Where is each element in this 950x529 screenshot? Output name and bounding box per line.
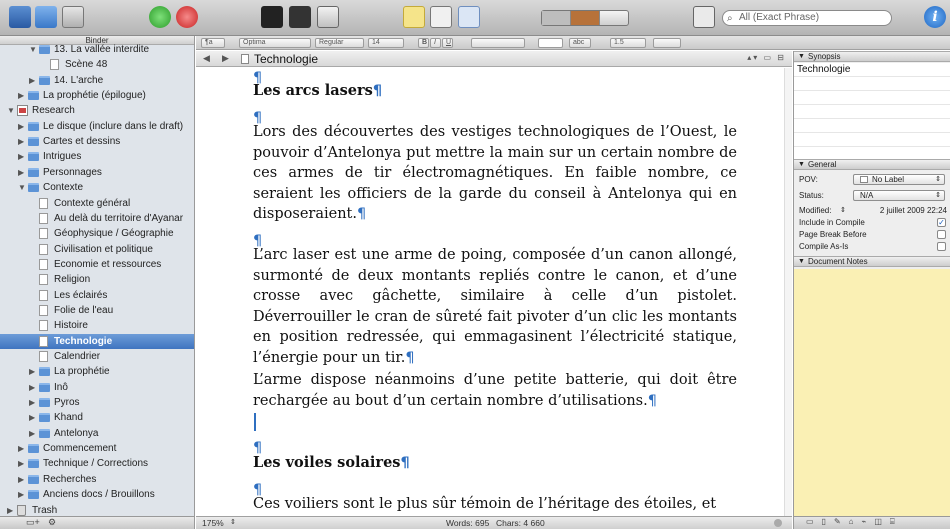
binder-list <box>0 42 194 516</box>
header-nav-icons[interactable]: ▴▾ ▭ ⊟ <box>747 53 786 62</box>
word-count: Words: 695 <box>446 518 490 528</box>
view-mode-corkboard[interactable] <box>571 11 600 25</box>
page-break-checkbox[interactable] <box>937 230 946 239</box>
binder-item-label: Au delà du territoire d'Ayanar <box>54 212 184 224</box>
binder-item[interactable] <box>0 57 194 72</box>
paragraph-3: L’arme dispose néanmoins d’une petite batterie, qui doit être rechargée au bout d’un certain nombre d’utilisations.¶ <box>253 372 737 409</box>
binder-item-label: Anciens docs / Brouillons <box>43 489 155 501</box>
add-icon[interactable] <box>149 6 171 28</box>
doc-icon <box>39 351 48 362</box>
inspector-tab-icons[interactable]: ▭▯✎⌂⌁◫⌸ <box>806 517 903 526</box>
binder-item-label: Economie et ressources <box>54 258 162 270</box>
text-cursor <box>254 413 256 431</box>
binder-item-label: 14. L'arche <box>54 74 104 86</box>
font-size-popup[interactable]: 14 <box>368 38 404 48</box>
binder-item-label: Personnages <box>43 166 102 178</box>
document-notes-textarea[interactable] <box>794 269 950 517</box>
status-popup[interactable]: N/A ⇕ <box>853 190 945 201</box>
paragraph-1: Lors des découvertes des vestiges technologiques de l’Ouest, le pouvoir d’Antelonya put mettre la main sur un certain nombre de ces armes de tir électromagnétiques. En faible nombre, ce seraient les officiers de la garde du conseil à Antelonya qui en disposeraient.¶ <box>253 124 737 223</box>
doc-icon <box>50 59 59 70</box>
forward-arrow-icon[interactable]: ▶ <box>222 53 229 63</box>
disclosure-closed-icon[interactable]: ▶ <box>18 91 25 101</box>
binder-item-label: Religion <box>54 274 91 286</box>
disclosure-triangle-icon[interactable]: ▼ <box>798 258 805 265</box>
binder-item-label: Recherches <box>43 473 97 485</box>
status-row: Status: N/A ⇕ <box>794 190 950 202</box>
binder-item[interactable] <box>0 441 194 456</box>
binder-item[interactable] <box>0 119 194 134</box>
binder-item[interactable] <box>0 318 194 333</box>
binder-item-label: La prophétie <box>54 366 110 378</box>
add-folder-icon[interactable]: ▭+ <box>26 517 40 527</box>
search-placeholder: All (Exact Phrase) <box>739 12 820 23</box>
synopsis-textarea[interactable] <box>794 63 950 159</box>
folder-icon <box>28 91 39 100</box>
binder-item[interactable] <box>0 257 194 272</box>
binder-item-label: Antelonya <box>54 427 99 439</box>
disclosure-closed-icon[interactable]: ▶ <box>18 474 25 484</box>
binder-item[interactable] <box>0 88 194 103</box>
folder-icon <box>39 413 50 422</box>
binder-item-label: Technique / Corrections <box>43 458 149 470</box>
search-icon: ⌕ <box>727 13 733 24</box>
binder-item-label: Contexte <box>43 182 84 194</box>
inspector-panel <box>793 51 950 529</box>
search-input[interactable] <box>722 10 892 26</box>
disclosure-closed-icon[interactable]: ▶ <box>18 459 25 469</box>
document-icon <box>241 54 249 64</box>
font-style-popup[interactable]: Regular <box>315 38 364 48</box>
disclosure-triangle-icon[interactable]: ▼ <box>798 161 805 168</box>
disclosure-closed-icon[interactable]: ▶ <box>29 382 36 392</box>
compile-as-is-checkbox[interactable] <box>937 242 946 251</box>
doc-icon <box>39 274 48 285</box>
binder-item[interactable] <box>0 395 194 410</box>
pov-row: POV: No Label ⇕ <box>794 174 950 186</box>
disclosure-closed-icon[interactable]: ▶ <box>18 137 25 147</box>
binder-item-label: La prophétie (épilogue) <box>43 90 146 102</box>
folder-icon <box>28 459 39 468</box>
include-compile-row: Include in Compile ✓ <box>799 218 945 227</box>
binder-item-label: Pyros <box>54 397 80 409</box>
inspector-icon[interactable] <box>430 6 452 28</box>
paragraph-mark: ¶ <box>253 233 263 249</box>
doc-icon <box>39 290 48 301</box>
binder-item[interactable] <box>0 226 194 241</box>
binder-item[interactable] <box>0 288 194 303</box>
view-mode-segmented-control[interactable] <box>541 10 629 26</box>
binder-item[interactable] <box>0 334 194 349</box>
disclosure-closed-icon[interactable]: ▶ <box>29 398 36 408</box>
format-bar <box>196 36 950 50</box>
folder-icon <box>28 122 39 131</box>
doc-icon <box>39 228 48 239</box>
binder-item-label: 13. La vallée interdite <box>54 44 150 55</box>
synopsis-header[interactable]: ▼ Synopsis <box>794 51 950 62</box>
compile-as-is-row: Compile As-Is <box>794 241 950 253</box>
folder-icon <box>28 168 39 177</box>
binder-item[interactable] <box>0 180 194 195</box>
binder-item-label: Contexte général <box>54 197 131 209</box>
binder-item[interactable] <box>0 349 194 364</box>
binder-item[interactable] <box>0 456 194 471</box>
binder-item[interactable] <box>0 487 194 502</box>
paragraph-4: Ces voiliers sont le plus sûr témoin de l’héritage des étoiles, et <box>253 496 717 512</box>
folder-icon <box>28 444 39 453</box>
disclosure-closed-icon[interactable]: ▶ <box>29 75 36 85</box>
folder-icon <box>28 137 39 146</box>
page-break-row: Page Break Before <box>794 229 950 241</box>
doc-icon <box>39 336 48 347</box>
synopsis-text: Technologie <box>797 64 851 75</box>
heading-voiles-solaires: Les voiles solaires¶ <box>253 454 410 471</box>
paragraph-mark: ¶ <box>253 110 263 126</box>
folder-icon[interactable] <box>35 6 57 28</box>
doc-icon <box>39 244 48 255</box>
binder-item-label: Scène 48 <box>65 59 108 71</box>
binder-item[interactable] <box>0 134 194 149</box>
snapshot-icon[interactable] <box>458 6 480 28</box>
style-popup[interactable]: ¶a <box>201 38 225 48</box>
folder-icon <box>39 429 50 438</box>
disclosure-triangle-icon[interactable]: ▼ <box>798 53 805 60</box>
info-icon[interactable]: i <box>924 6 946 28</box>
editor-scrollbar[interactable] <box>784 68 792 516</box>
underline-button[interactable]: U <box>442 38 453 48</box>
folder-icon <box>39 45 50 54</box>
disclosure-open-icon[interactable]: ▼ <box>18 183 26 193</box>
modified-stepper-icon[interactable]: ⇕ <box>840 207 846 214</box>
folder-icon <box>28 475 39 484</box>
binder-item-label: Le disque (inclure dans le draft) <box>43 120 184 132</box>
binder-item-label: Géophysique / Géographie <box>54 228 174 240</box>
document-title: Technologie <box>254 52 319 66</box>
binder-item-label: Les éclairés <box>54 289 108 301</box>
binder-title: Binder <box>0 36 194 45</box>
back-arrow-icon[interactable]: ◀ <box>203 53 210 63</box>
doc-icon <box>39 305 48 316</box>
highlight-color-well[interactable]: abc <box>569 38 591 48</box>
paragraph-mark: ¶ <box>253 440 263 456</box>
fullscreen-icon[interactable] <box>261 6 283 28</box>
notes-icon[interactable] <box>403 6 425 28</box>
folder-icon <box>39 76 50 85</box>
binder-item[interactable] <box>0 364 194 379</box>
disclosure-closed-icon[interactable]: ▶ <box>29 413 36 423</box>
list-popup[interactable] <box>653 38 681 48</box>
binder-item[interactable] <box>0 73 194 88</box>
zoom-popup[interactable]: 175% <box>202 518 224 528</box>
editor-header-bar <box>196 51 792 67</box>
doc-icon <box>39 320 48 331</box>
corkboard-icon[interactable] <box>62 6 84 28</box>
binder-item[interactable] <box>0 503 194 517</box>
binder-panel <box>0 36 195 529</box>
binder-item-label: Intrigues <box>43 151 82 163</box>
delete-icon[interactable] <box>176 6 198 28</box>
line-spacing-popup[interactable]: 1.5 <box>610 38 646 48</box>
binder-item[interactable] <box>0 303 194 318</box>
binder-item-label: Cartes et dessins <box>43 136 121 148</box>
folder-icon <box>39 398 50 407</box>
doc-icon <box>39 259 48 270</box>
trash-icon <box>17 505 26 516</box>
binder-item-label: Civilisation et politique <box>54 243 153 255</box>
editor-footer <box>196 516 792 529</box>
disclosure-open-icon[interactable]: ▼ <box>7 106 15 116</box>
binder-item[interactable] <box>0 472 194 487</box>
doc-icon <box>39 213 48 224</box>
binder-item-label: Trash <box>32 504 58 516</box>
binder-item-label: Histoire <box>54 320 88 332</box>
binder-item-label: Folie de l'eau <box>54 304 114 316</box>
italic-button[interactable]: I <box>430 38 441 48</box>
disclosure-closed-icon[interactable]: ▶ <box>18 121 25 131</box>
disclosure-closed-icon[interactable]: ▶ <box>7 505 14 515</box>
disclosure-closed-icon[interactable]: ▶ <box>18 167 25 177</box>
gear-icon[interactable]: ⚙ <box>48 517 57 527</box>
binder-item-label: Technologie <box>54 335 113 347</box>
binder-item[interactable] <box>0 149 194 164</box>
folder-icon <box>28 183 39 192</box>
bold-button[interactable]: B <box>418 38 429 48</box>
binder-item[interactable] <box>0 42 194 57</box>
alignment-control[interactable] <box>471 38 525 48</box>
editor-text-area[interactable] <box>234 68 754 516</box>
view-mode-document[interactable] <box>542 11 571 25</box>
key-icon[interactable] <box>289 6 311 28</box>
general-header[interactable]: ▼ General <box>794 159 950 170</box>
folder-icon <box>28 490 39 499</box>
binder-item-label: Inô <box>54 381 68 393</box>
doc-icon <box>39 198 48 209</box>
binder-item[interactable] <box>0 380 194 395</box>
disclosure-closed-icon[interactable]: ▶ <box>18 152 25 162</box>
modified-date: 2 juillet 2009 22:24 <box>879 206 947 215</box>
include-compile-checkbox[interactable]: ✓ <box>938 218 945 227</box>
view-mode-outline[interactable] <box>600 11 628 25</box>
binder-item-label: Commencement <box>43 443 117 455</box>
paragraph-mark: ¶ <box>253 70 263 86</box>
folder-icon <box>39 383 50 392</box>
disclosure-closed-icon[interactable]: ▶ <box>29 428 36 438</box>
binder-item[interactable] <box>0 410 194 425</box>
heading-arcs-lasers: Les arcs lasers¶ <box>253 82 383 99</box>
binder-item-label: Research <box>32 105 75 117</box>
quick-reference-icon[interactable] <box>693 6 715 28</box>
pov-popup[interactable]: No Label ⇕ <box>853 174 945 185</box>
research-icon <box>17 105 28 116</box>
binder-item[interactable] <box>0 426 194 441</box>
folder-icon <box>39 367 50 376</box>
char-count: Chars: 4 660 <box>496 518 545 528</box>
binder-item[interactable] <box>0 196 194 211</box>
paragraph-mark: ¶ <box>253 482 263 498</box>
binder-item[interactable] <box>0 272 194 287</box>
target-icon[interactable] <box>774 519 782 527</box>
binder-footer <box>0 516 194 529</box>
binder-item[interactable] <box>0 165 194 180</box>
paragraph-2: L’arc laser est une arme de poing, composée d’un canon allongé, surmonté de deux montants repliés contre le canon, et d’une crosse avec gâchette, similaire à celle d’un pistolet. Déverrouiller le cran de sûreté fait pivoter d’un clic les montants en position redressée, qui emmagasinent l’électricité statique, l’énergie pour un tir.¶ <box>253 247 737 366</box>
inspector-footer <box>794 516 950 529</box>
document-notes-header[interactable]: ▼ Document Notes <box>794 256 950 267</box>
text-color-well[interactable] <box>538 38 563 48</box>
disclosure-closed-icon[interactable]: ▶ <box>18 444 25 454</box>
binder-item[interactable] <box>0 211 194 226</box>
binder-item-label: Khand <box>54 412 83 424</box>
binder-item-label: Calendrier <box>54 351 101 362</box>
folder-icon <box>28 152 39 161</box>
split-icon[interactable] <box>317 6 339 28</box>
toolbar <box>0 0 950 36</box>
modified-row: Modified: ⇕ 2 juillet 2009 22:24 <box>799 206 947 215</box>
disclosure-closed-icon[interactable]: ▶ <box>29 367 36 377</box>
binder-item[interactable] <box>0 103 194 118</box>
font-family-popup[interactable]: Optima <box>239 38 311 48</box>
disclosure-closed-icon[interactable]: ▶ <box>18 490 25 500</box>
binder-icon[interactable] <box>9 6 31 28</box>
disclosure-open-icon[interactable]: ▼ <box>29 45 37 54</box>
label-color-swatch <box>860 176 868 183</box>
zoom-stepper-icon[interactable]: ⇕ <box>230 519 236 526</box>
binder-item[interactable] <box>0 242 194 257</box>
